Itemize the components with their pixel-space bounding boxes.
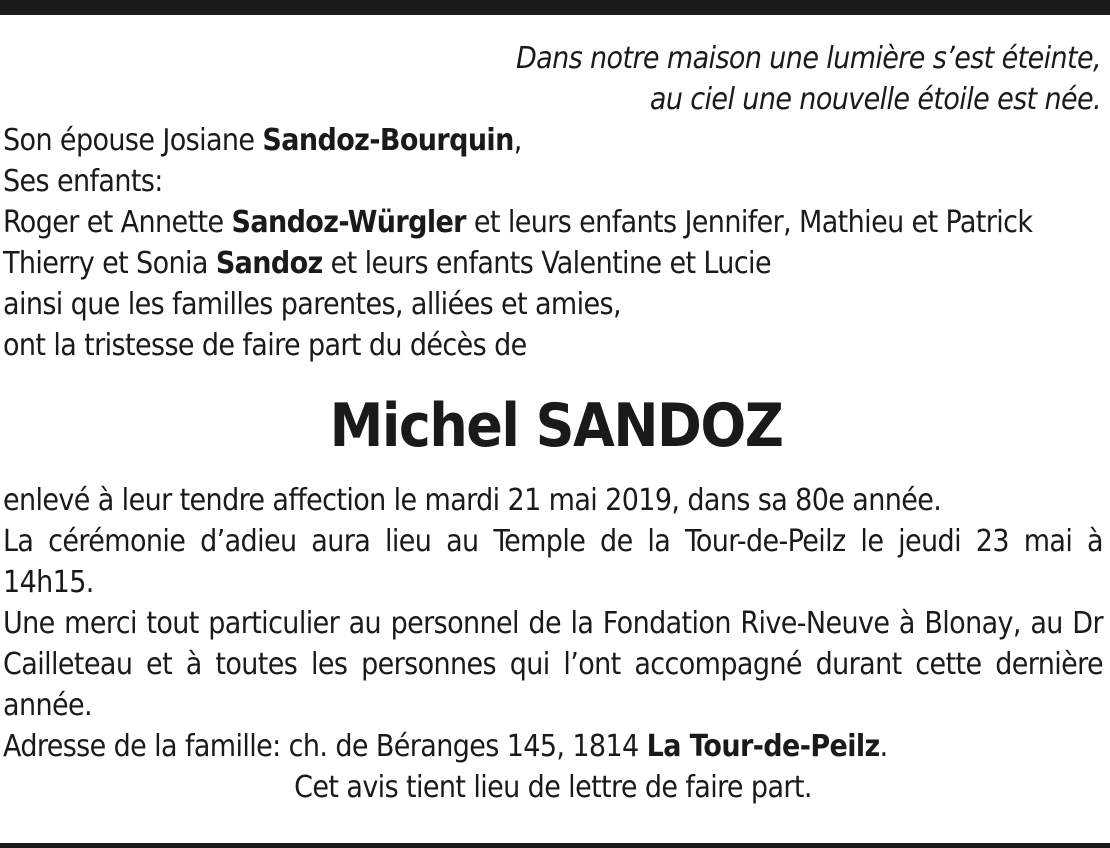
passing-paragraph: enlevé à leur tendre affection le mardi 21 mai 2019, dans sa 80e année.: [3, 483, 942, 518]
address-suffix: .: [879, 729, 888, 764]
address-prefix: Adresse de la famille: ch. de Béranges 145, 1814: [3, 729, 647, 764]
child-line-1: [3, 202, 1103, 243]
spouse-line: [3, 120, 1103, 161]
family-address: [3, 726, 1103, 767]
child-line-2: [3, 243, 1103, 284]
children-intro: Ses enfants:: [3, 164, 163, 199]
quote-line-1: Dans notre maison une lumière s’est éteinte,: [515, 41, 1101, 76]
spouse-suffix: ,: [513, 123, 522, 158]
thanks-paragraph: Une merci tout particulier au personnel de la Fondation Rive-Neuve à Blonay, au Dr Cailleteau et à toutes les personnes qui l’ont accompagné durant cette dernière année.: [3, 606, 1103, 723]
child1-prefix: Roger et Annette: [3, 205, 232, 240]
closing-note: Cet avis tient lieu de lettre de faire part.: [294, 770, 812, 805]
bottom-border-rule: [0, 843, 1110, 848]
relatives-line: ainsi que les familles parentes, alliées et amies,: [3, 287, 621, 322]
family-list: [3, 120, 1103, 366]
obituary-body: [3, 480, 1103, 767]
obituary-notice: [3, 38, 1103, 808]
spouse-prefix: Son épouse Josiane: [3, 123, 263, 158]
epigraph-quote: [3, 38, 1101, 120]
spouse-name: Sandoz-Bourquin: [262, 123, 514, 158]
top-border-rule: [0, 0, 1110, 15]
child2-name: Sandoz: [215, 246, 323, 281]
child2-prefix: Thierry et Sonia: [3, 246, 216, 281]
announcement-line: ont la tristesse de faire part du décès de: [3, 328, 527, 363]
child1-suffix: et leurs enfants Jennifer, Mathieu et Patrick: [465, 205, 1033, 240]
ceremony-paragraph: La cérémonie d’adieu aura lieu au Temple de la Tour-de-Peilz le jeudi 23 mai à 14h15.: [3, 524, 1103, 600]
address-town: La Tour-de-Peilz: [646, 729, 880, 764]
deceased-name: Michel SANDOZ: [329, 391, 783, 461]
quote-line-2: au ciel une nouvelle étoile est née.: [649, 82, 1101, 117]
child2-suffix: et leurs enfants Valentine et Lucie: [322, 246, 771, 281]
child1-name: Sandoz-Würgler: [231, 205, 466, 240]
